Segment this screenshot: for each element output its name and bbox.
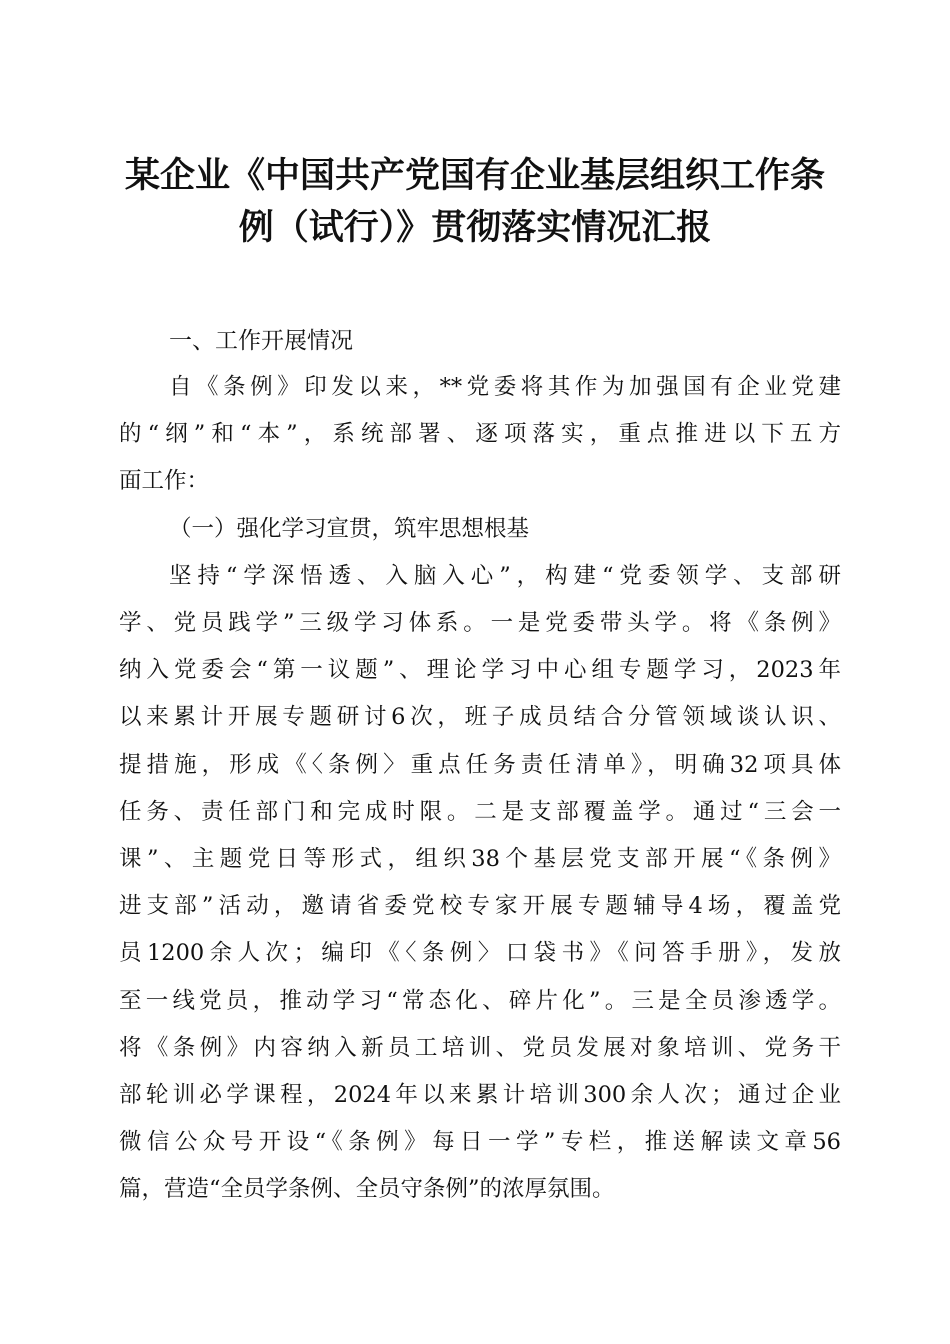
body-line-1: 坚持“学深悟透、入脑入心”，构建“党委领学、支部研 bbox=[169, 562, 841, 589]
document-title bbox=[100, 150, 850, 254]
intro-line-1: 自《条例》印发以来，**党委将其作为加强国有企业党建 bbox=[169, 374, 841, 400]
body-line-11: 将《条例》内容纳入新员工培训、党员发展对象培训、党务干 bbox=[119, 1034, 841, 1061]
section-heading: 一、工作开展情况 bbox=[169, 328, 353, 354]
intro-line-3: 面工作： bbox=[119, 468, 210, 495]
subheading: （一）强化学习宣贯，筑牢思想根基 bbox=[169, 515, 530, 542]
body-line-12: 部轮训必学课程，2024年以来累计培训300余人次；通过企业 bbox=[119, 1082, 841, 1109]
intro-paragraph bbox=[119, 364, 841, 506]
body-line-5: 提措施，形成《〈条例〉重点任务责任清单》，明确32项具体 bbox=[119, 751, 841, 778]
body-line-14: 篇，营造“全员学条例、全员守条例”的浓厚氛围。 bbox=[119, 1176, 615, 1203]
body-line-6: 任务、责任部门和完成时限。二是支部覆盖学。通过“三会一 bbox=[119, 798, 841, 825]
body-line-13: 微信公众号开设“《条例》每日一学”专栏，推送解读文章56 bbox=[119, 1129, 841, 1156]
body-line-7: 课”、主题党日等形式，组织38个基层党支部开展“《条例》 bbox=[119, 846, 841, 873]
body-line-4: 以来累计开展专题研讨6次，班子成员结合分管领域谈认识、 bbox=[119, 704, 841, 731]
body-line-3: 纳入党委会“第一议题”、理论学习中心组专题学习，2023年 bbox=[119, 657, 841, 684]
body-line-8: 进支部”活动，邀请省委党校专家开展专题辅导4场，覆盖党 bbox=[119, 893, 841, 920]
body-line-10: 至一线党员，推动学习“常态化、碎片化”。三是全员渗透学。 bbox=[119, 987, 841, 1014]
title-line-1: 某企业《中国共产党国有企业基层组织工作条 bbox=[124, 155, 825, 196]
body-line-2: 学、党员践学”三级学习体系。一是党委带头学。将《条例》 bbox=[119, 610, 841, 637]
intro-line-2: 的“纲”和“本”，系统部署、逐项落实，重点推进以下五方 bbox=[119, 421, 841, 448]
title-line-2: 例（试行）》贯彻落实情况汇报 bbox=[238, 207, 712, 248]
document-body bbox=[119, 318, 841, 1214]
body-line-9: 员1200余人次；编印《〈条例〉口袋书》《问答手册》，发放 bbox=[119, 940, 841, 967]
body-paragraph bbox=[119, 553, 841, 1214]
